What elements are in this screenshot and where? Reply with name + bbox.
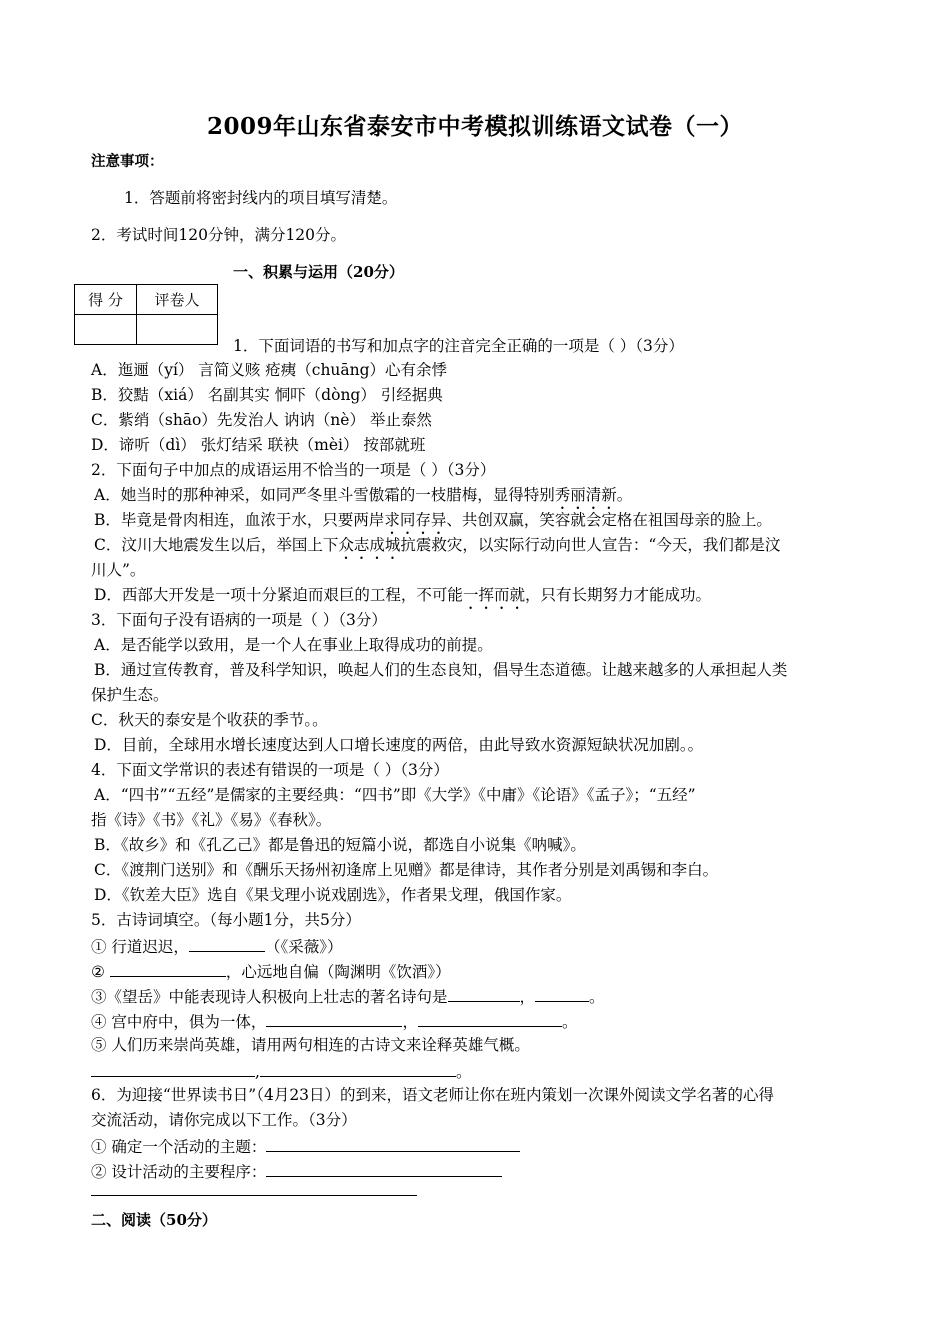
q5-item-2: ② ，心远地自偏（陶渊明《饮酒》） [91,960,451,982]
q5-item-4: ④ 宫中府中，俱为一体， ， 。 [91,1010,577,1032]
q4-stem: 4．下面文学常识的表述有错误的一项是（ ）（3分） [91,761,449,779]
q2-stem: 2．下面句子中加点的成语运用不恰当的一项是（ ）（3分） [91,461,496,479]
q5-blank-2[interactable] [110,960,226,977]
q3-option-d: D．目前，全球用水增长速度达到人口增长速度的两倍，由此导致水资源短缺状况加剧。。 [94,736,704,754]
q5-blank-4b[interactable] [418,1010,562,1027]
q4-option-a: A．“四书”“五经”是儒家的主要经典：“四书”即《大学》《中庸》《论语》《孟子》；“五经” [94,786,696,804]
notice-heading: 注意事项： [91,153,164,170]
page-title: 2009年山东省泰安市中考模拟训练语文试卷（一） [206,113,743,140]
q3-option-b-line2: 保护生态。 [91,686,169,704]
score-header: 得 分 [75,285,137,315]
q1-option-a: A．迤逦（yí） 言简义赅 疮痍（chuāng）心有余悸 [91,361,448,379]
q1-option-d: D．谛听（dì） 张灯结采 联袂（mèi） 按部就班 [91,436,426,454]
q5-blank-4a[interactable] [266,1010,402,1027]
q2-option-c-line2: 川人”。 [91,561,146,579]
score-table [74,284,218,345]
q6-blank-1[interactable] [266,1135,520,1152]
q3-stem: 3．下面句子没有语病的一项是（ ）（3分） [91,611,387,629]
section1-heading: 一、积累与运用（20分） [233,263,404,281]
q3-option-a: A．是否能学以致用，是一个人在事业上取得成功的前提。 [94,636,493,654]
q5-blank-5b[interactable] [260,1060,456,1077]
q5-item-3: ③《望岳》中能表现诗人积极向上壮志的著名诗句是 ， 。 [91,985,605,1007]
q5-item-1: ① 行道迟迟， （《采薇》） [91,935,342,957]
q4-option-b: B．《故乡》和《孔乙己》都是鲁迅的短篇小说，都选自小说集《呐喊》。 [94,836,586,854]
q2-option-d: D．西部大开发是一项十分紧迫而艰巨的工程，不可能一挥而就，只有长期努力才能成功。 [94,586,711,604]
q5-stem: 5．古诗词填空。（每小题1分，共5分） [91,911,361,929]
q4-option-a-line2: 指《诗》《书》《礼》《易》《春秋》。 [91,811,332,829]
q5-item-5: ⑤ 人们历来崇尚英雄，请用两句相连的古诗文来诠释英雄气概。 [91,1036,530,1054]
q6-stem-line2: 交流活动，请你完成以下工作。（3分） [91,1111,357,1129]
q1-option-c: C．紫绡（shāo）先发治人 讷讷（nè） 举止泰然 [91,411,432,429]
q6-item-2: ② 设计活动的主要程序： [91,1160,502,1182]
q5-item-5-answer: , 。 [91,1060,471,1082]
q4-option-c: C．《渡荆门送别》和《酬乐天扬州初逢席上见赠》都是律诗，其作者分别是刘禹锡和李白。 [94,861,719,879]
q6-item-1: ① 确定一个活动的主题： [91,1135,520,1157]
section2-heading: 二、阅读（50分） [91,1211,217,1229]
q4-option-d: D．《钦差大臣》选自《果戈理小说戏剧选》，作者果戈理，俄国作家。 [94,886,572,904]
q2-option-a: A．她当时的那种神采，如同严冬里斗雪傲霜的一枝腊梅，显得特别秀丽清新。 [94,486,633,504]
q1-stem: 1．下面词语的书写和加点字的注音完全正确的一项是（ ）（3分） [233,337,684,355]
q2-option-b: B．毕竟是骨肉相连，血浓于水，只要两岸求同存异、共创双赢，笑容就会定格在祖国母亲的脸上。 [94,511,772,529]
divider-line [91,1195,417,1196]
q5-blank-3a[interactable] [448,985,520,1002]
score-cell[interactable] [75,315,137,345]
q2-option-c: C．汶川大地震发生以后，举国上下众志成城抗震救灾，以实际行动向世人宣告：“今天，我们都是汶 [94,536,781,554]
q3-option-c: C．秋天的泰安是个收获的季节。。 [91,711,328,729]
q5-blank-5a[interactable] [91,1060,255,1077]
q5-blank-1[interactable] [189,935,265,952]
q3-option-b: B．通过宣传教育，普及科学知识，唤起人们的生态良知，倡导生态道德。让越来越多的人承担起人类 [94,661,788,679]
notice-item-2: 2．考试时间120分钟，满分120分。 [91,226,347,244]
q6-blank-2[interactable] [266,1160,502,1177]
q5-blank-3b[interactable] [535,985,589,1002]
q6-stem: 6．为迎接“世界读书日”（4月23日）的到来，语文老师让你在班内策划一次课外阅读文学名著的心得 [91,1086,775,1104]
grader-cell[interactable] [137,315,218,345]
q1-option-b: B．狡黠（xiá） 名副其实 恫吓（dòng） 引经据典 [91,386,443,404]
notice-item-1: 1．答题前将密封线内的项目填写清楚。 [124,189,398,207]
grader-header: 评卷人 [137,285,218,315]
